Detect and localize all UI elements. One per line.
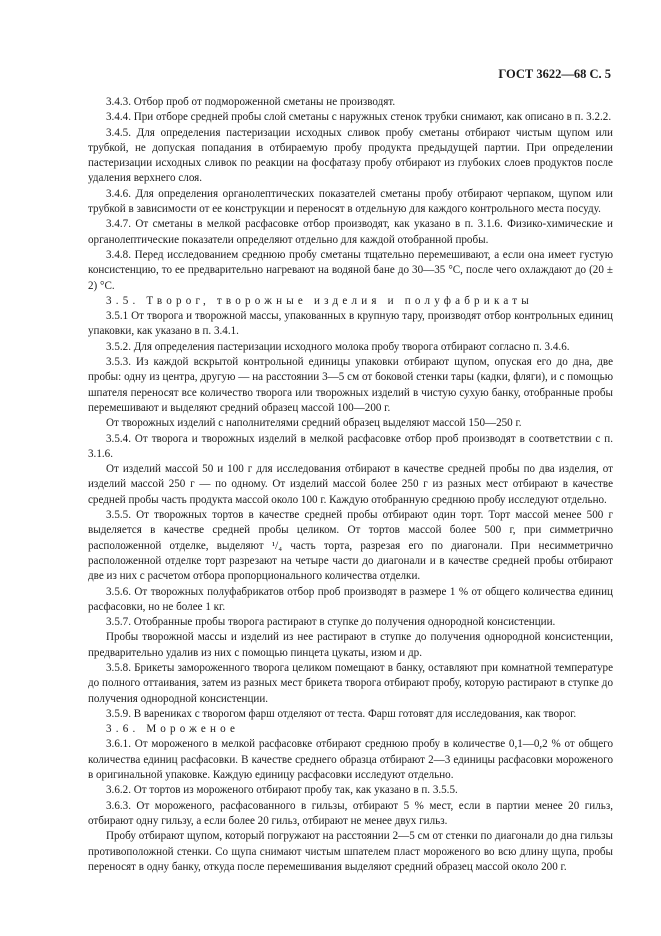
- paragraph: 3.4.7. От сметаны в мелкой расфасовке отбор производят, как указано в п. 3.1.6. Физико-химические и органолептические показатели определяют отдельно для каждой отобранной пробы.: [88, 218, 613, 246]
- section-heading-3-6: 3.6. Мороженое: [106, 723, 240, 736]
- paragraph: 3.5.7. Отобранные пробы творога растирают в ступке до получения однородной консистенции.: [106, 616, 556, 629]
- paragraph: 3.6.2. От тортов из мороженого отбирают пробу так, как указано в п. 3.5.5.: [106, 784, 458, 797]
- paragraph: Пробу отбирают щупом, который погружают на расстоянии 2—5 см от стенки по диагонали до дна гильзы противоположной стенки. Со щупа снимают чистым шпателем пласт мороженого во всю длину щупа, пробы переносят в одну банку, откуда после перемешивания выделяют средний образец массой около 200 г.: [88, 830, 613, 873]
- paragraph: 3.5.1 От творога и творожной массы, упакованных в крупную тару, производят отбор контрольных единиц упаковки, как указано в п. 3.4.1.: [88, 310, 613, 338]
- section-heading-3-5: 3.5. Творог, творожные изделия и полуфабрикаты: [106, 294, 533, 307]
- document-body: [88, 95, 613, 875]
- paragraph: 3.4.3. Отбор проб от подмороженной сметаны не производят.: [106, 96, 396, 108]
- paragraph: 3.4.8. Перед исследованием среднюю пробу сметаны тщательно перемешивают, а если она имеет густую консистенцию, то ее предварительно нагревают на водяной бане до 30—35 °С, после чего охлаждают до (20 ± 2) °С.: [88, 248, 613, 292]
- paragraph: 3.6.3. От мороженого, расфасованного в гильзы, отбирают 5 % мест, если в партии менее 20 гильз, отбирают одну гильзу, а если более 20 гильз, отбирают не менее двух гильз.: [88, 799, 613, 827]
- paragraph: 3.5.5. От творожных тортов в качестве средней пробы отбирают один торт. Торт массой менее 500 г выделяется в качестве средней пробы целиком. От тортов массой более 500 г, при симметрично расположенной отделке, выделяют ¹/₄ часть торта, разрезая его по диагонали. При несимметрично расположенной отделке торт разрезают на четыре части до диагонали и в качестве средней пробы отбирают две из них с расчетом отбора пропорционального количества отделки.: [88, 509, 613, 583]
- paragraph: 3.4.4. При отборе средней пробы слой сметаны с наружных стенок трубки снимают, как описано в п. 3.2.2.: [106, 111, 612, 124]
- paragraph: 3.4.6. Для определения органолептических показателей сметаны пробу отбирают черпаком, щупом или трубкой в зависимости от ее конструкции и переносят в отдельную для каждого контрольного места посуду.: [88, 187, 613, 216]
- paragraph: От изделий массой 50 и 100 г для исследования отбирают в качестве средней пробы по два изделия, от изделий массой 250 г — по одному. От изделий массой более 250 г из разных мест отбирают в качестве средней пробы часть продукта массой около 100 г. Каждую отобранную среднюю пробу исследуют отдельно.: [88, 463, 613, 506]
- paragraph: 3.5.3. Из каждой вскрытой контрольной единицы упаковки отбирают щупом, опуская его до дна, две пробы: одну из центра, другую — на расстоянии 3—5 см от боковой стенки тары (кадки, фляги), и с помощью шпателя переносят все количество творога или творожных изделий в чистую сухую банку, отобранные пробы перемешивают и выделяют средний образец массой 100—200 г.: [88, 356, 613, 414]
- paragraph: 3.5.8. Брикеты замороженного творога целиком помещают в банку, оставляют при комнатной температуре до полного оттаивания, затем из разных мест брикета творога отбирают пробу, которую растирают в ступке до получения однородной консистенции.: [88, 661, 613, 705]
- paragraph: 3.5.9. В варениках с творогом фарш отделяют от теста. Фарш готовят для исследования, как творог.: [106, 707, 577, 720]
- paragraph: 3.5.4. От творога и творожных изделий в мелкой расфасовке отбор проб производят в соответствии с п. 3.1.6.: [88, 432, 613, 460]
- page-header: ГОСТ 3622—68 С. 5: [498, 67, 611, 81]
- paragraph: 3.6.1. От мороженого в мелкой расфасовке отбирают среднюю пробу в количестве 0,1—0,2 % от общего количества единиц расфасовки. В качестве среднего образца отбирают 2—3 единицы расфасовки мороженого в оригинальной упаковке. Каждую единицу расфасовки исследуют отдельно.: [88, 738, 613, 782]
- paragraph: 3.4.5. Для определения пастеризации исходных сливок пробу сметаны отбирают чистым щупом или трубкой, не допуская попадания в отбираемую пробу продукта предыдущей партии. При определении пастеризации исходных сливок по реакции на фосфатазу пробу отбирают из глубоких слоев продуктов после удаления верхнего слоя.: [88, 126, 613, 185]
- paragraph: 3.5.2. Для определения пастеризации исходного молока пробу творога отбирают согласно п. 3.4.6.: [106, 340, 570, 353]
- paragraph: От творожных изделий с наполнителями средний образец выделяют массой 150—250 г.: [106, 417, 522, 430]
- paragraph: 3.5.6. От творожных полуфабрикатов отбор проб производят в размере 1 % от общего количества единиц расфасовки, но не более 1 кг.: [88, 585, 613, 613]
- paragraph: Пробы творожной массы и изделий из нее растирают в ступке до получения однородной консистенции, предварительно удалив из них с помощью пинцета цукаты, изюм и др.: [88, 631, 613, 659]
